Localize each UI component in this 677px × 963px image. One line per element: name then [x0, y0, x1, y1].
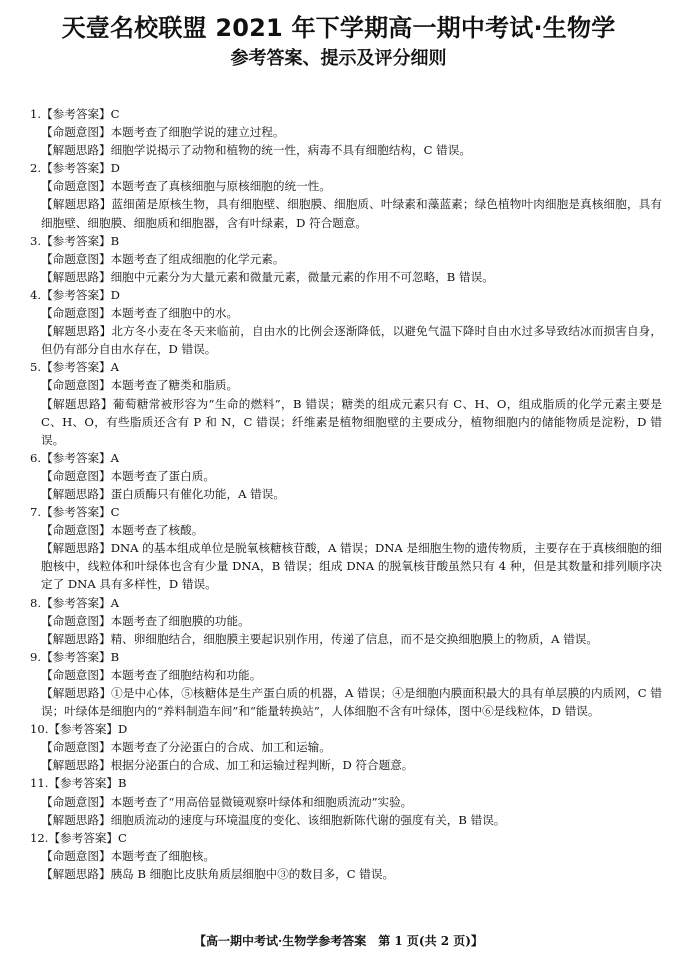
answer-value: D	[110, 161, 120, 176]
reasoning-text: 细胞中元素分为大量元素和微量元素，微量元素的作用不可忽略，B 错误。	[110, 269, 494, 284]
answer-line	[30, 774, 662, 792]
reasoning-text: 蓝细菌是原核生物，具有细胞壁、细胞膜、细胞质、叶绿素和藻蓝素；绿色植物叶肉细胞是真核细胞，具有细胞壁、细胞膜、细胞质和细胞器，含有叶绿素，D 符合题意。	[41, 197, 662, 230]
answer-label: 【参考答案】	[41, 505, 111, 520]
reasoning-label: 【解题思路】	[41, 197, 112, 212]
answer-item	[30, 105, 662, 159]
intent-line	[30, 250, 662, 268]
reasoning-label: 【解题思路】	[41, 269, 111, 284]
reasoning-text: 葡萄糖常被形容为“生命的燃料”，B 错误；糖类的组成元素只有 C、H、O，组成脂质的化学元素主要是 C、H、O，有些脂质还含有 P 和 N，C 错误；纤维素是植物细胞壁的主要成分，植物细胞内的储能物质是淀粉，D 错误。	[41, 396, 662, 447]
reasoning-text: 根据分泌蛋白的合成、加工和运输过程判断，D 符合题意。	[110, 758, 414, 773]
answer-line	[30, 232, 662, 250]
question-number: 5.	[30, 360, 42, 375]
reasoning-label: 【解题思路】	[41, 812, 111, 827]
reasoning-label: 【解题思路】	[41, 631, 111, 646]
answer-item	[30, 829, 662, 883]
intent-line	[30, 666, 662, 684]
question-number: 12.	[30, 830, 49, 845]
answer-item	[30, 286, 662, 358]
question-number: 7.	[30, 505, 42, 520]
reasoning-line	[30, 195, 662, 231]
reasoning-label: 【解题思路】	[41, 541, 111, 556]
answer-item	[30, 358, 662, 448]
reasoning-line	[30, 485, 662, 503]
answer-label: 【参考答案】	[41, 360, 111, 375]
intent-label: 【命题意图】	[41, 378, 111, 393]
answer-line	[30, 594, 662, 612]
answer-line	[30, 503, 662, 521]
reasoning-line	[30, 141, 662, 159]
intent-line	[30, 467, 662, 485]
intent-label: 【命题意图】	[41, 306, 111, 321]
answer-line	[30, 105, 662, 123]
intent-line	[30, 123, 662, 141]
answer-line	[30, 829, 662, 847]
answer-label: 【参考答案】	[41, 649, 111, 664]
question-number: 2.	[30, 161, 42, 176]
reasoning-line	[30, 268, 662, 286]
answer-value: B	[110, 649, 120, 664]
intent-label: 【命题意图】	[41, 125, 111, 140]
intent-label: 【命题意图】	[41, 251, 111, 266]
intent-line	[30, 847, 662, 865]
answer-line	[30, 358, 662, 376]
answer-value: C	[118, 830, 127, 845]
intent-line	[30, 793, 662, 811]
intent-text: 本题考查了细胞学说的建立过程。	[110, 125, 285, 140]
intent-label: 【命题意图】	[41, 848, 111, 863]
intent-line	[30, 376, 662, 394]
answer-value: B	[110, 233, 120, 248]
answer-label: 【参考答案】	[41, 595, 111, 610]
answer-label: 【参考答案】	[48, 830, 119, 845]
answer-line	[30, 449, 662, 467]
answer-item	[30, 774, 662, 828]
reasoning-line	[30, 630, 662, 648]
answer-label: 【参考答案】	[41, 107, 111, 121]
page-title: 天壹名校联盟 2021 年下学期高一期中考试·生物学	[61, 14, 616, 42]
reasoning-label: 【解题思路】	[41, 396, 113, 411]
answer-label: 【参考答案】	[48, 722, 119, 737]
intent-text: 本题考查了蛋白质。	[110, 468, 215, 483]
reasoning-text: ①是中心体，⑤核糖体是生产蛋白质的机器，A 错误；④是细胞内膜面积最大的具有单层膜的内质网，C 错误；叶绿体是细胞内的“养料制造车间”和“能量转换站”，人体细胞不含有叶绿体，图中⑥是线粒体，D 错误。	[41, 686, 662, 719]
reasoning-label: 【解题思路】	[41, 686, 112, 700]
answer-item	[30, 594, 662, 648]
answer-item	[30, 232, 662, 286]
intent-text: 本题考查了细胞核。	[110, 848, 215, 863]
answer-item	[30, 159, 662, 231]
intent-line	[30, 304, 662, 322]
intent-text: 本题考查了核酸。	[110, 523, 204, 538]
intent-text: 本题考查了“用高倍显微镜观察叶绿体和细胞质流动”实验。	[110, 794, 413, 809]
reasoning-label: 【解题思路】	[41, 486, 111, 501]
answer-value: A	[110, 360, 120, 375]
intent-line	[30, 738, 662, 756]
answer-line	[30, 286, 662, 304]
reasoning-label: 【解题思路】	[41, 866, 111, 881]
intent-label: 【命题意图】	[41, 740, 111, 755]
intent-label: 【命题意图】	[41, 468, 111, 483]
intent-text: 本题考查了细胞结构和功能。	[110, 667, 262, 682]
reasoning-label: 【解题思路】	[41, 758, 111, 773]
question-number: 8.	[30, 595, 42, 610]
answer-value: C	[110, 107, 120, 121]
reasoning-text: DNA 的基本组成单位是脱氧核糖核苷酸，A 错误；DNA 是细胞生物的遗传物质，主要存在于真核细胞的细胞核中，线粒体和叶绿体也含有少量 DNA，B 错误；组成 DNA 的脱氧核苷酸虽然只有 4 种，但是其数量和排列顺序决定了 DNA 具有多样性，D 错误。	[41, 541, 662, 592]
reasoning-line	[30, 684, 662, 720]
intent-line	[30, 177, 662, 195]
intent-label: 【命题意图】	[41, 613, 111, 628]
question-number: 1.	[30, 107, 42, 121]
intent-line	[30, 521, 662, 539]
answer-value: B	[118, 776, 127, 791]
reasoning-label: 【解题思路】	[41, 324, 112, 339]
intent-label: 【命题意图】	[41, 667, 111, 682]
answer-label: 【参考答案】	[41, 161, 111, 176]
page-subtitle: 参考答案、提示及评分细则	[230, 48, 447, 69]
answer-value: D	[110, 287, 120, 302]
reasoning-label: 【解题思路】	[41, 143, 111, 158]
reasoning-text: 细胞学说揭示了动物和植物的统一性，病毒不具有细胞结构，C 错误。	[110, 143, 471, 158]
intent-line	[30, 612, 662, 630]
answer-value: A	[110, 450, 120, 465]
question-number: 9.	[30, 649, 42, 664]
question-number: 6.	[30, 450, 42, 465]
answer-value: A	[110, 595, 120, 610]
intent-text: 本题考查了糖类和脂质。	[110, 378, 239, 393]
reasoning-line	[30, 539, 662, 593]
answer-list	[30, 105, 662, 883]
intent-text: 本题考查了组成细胞的化学元素。	[110, 251, 285, 266]
intent-label: 【命题意图】	[41, 794, 111, 809]
answer-label: 【参考答案】	[41, 233, 111, 248]
reasoning-text: 细胞质流动的速度与环境温度的变化、该细胞新陈代谢的强度有关，B 错误。	[110, 812, 506, 827]
reasoning-text: 北方冬小麦在冬天来临前，自由水的比例会逐渐降低，以避免气温下降时自由水过多导致结冰而损害自身，但仍有部分自由水存在，D 错误。	[41, 324, 662, 357]
page-footer: 【高一期中考试·生物学参考答案 第 1 页(共 2 页)】	[194, 934, 483, 948]
reasoning-line	[30, 865, 662, 883]
intent-text: 本题考查了细胞中的水。	[110, 306, 239, 321]
intent-text: 本题考查了分泌蛋白的合成、加工和运输。	[110, 740, 331, 755]
reasoning-text: 精、卵细胞结合，细胞膜主要起识别作用，传递了信息，而不是交换细胞膜上的物质，A 错误。	[110, 631, 598, 646]
answer-item	[30, 720, 662, 774]
answer-line	[30, 720, 662, 738]
question-number: 10.	[30, 722, 49, 737]
intent-label: 【命题意图】	[41, 179, 111, 194]
answer-label: 【参考答案】	[48, 776, 119, 791]
intent-label: 【命题意图】	[41, 523, 111, 538]
answer-item	[30, 503, 662, 593]
question-number: 3.	[30, 233, 42, 248]
question-number: 4.	[30, 287, 42, 302]
answer-line	[30, 159, 662, 177]
intent-text: 本题考查了细胞膜的功能。	[110, 613, 250, 628]
reasoning-line	[30, 322, 662, 358]
answer-value: D	[118, 722, 128, 737]
answer-item	[30, 449, 662, 503]
reasoning-line	[30, 395, 662, 449]
answer-value: C	[110, 505, 120, 520]
intent-text: 本题考查了真核细胞与原核细胞的统一性。	[110, 179, 331, 194]
question-number: 11.	[30, 776, 49, 791]
answer-item	[30, 648, 662, 720]
answer-label: 【参考答案】	[41, 287, 111, 302]
answer-line	[30, 648, 662, 666]
answer-label: 【参考答案】	[41, 450, 111, 465]
reasoning-text: 蛋白质酶只有催化功能，A 错误。	[110, 486, 285, 501]
reasoning-line	[30, 756, 662, 774]
reasoning-text: 胰岛 B 细胞比皮肤角质层细胞中③的数目多，C 错误。	[110, 866, 395, 881]
reasoning-line	[30, 811, 662, 829]
